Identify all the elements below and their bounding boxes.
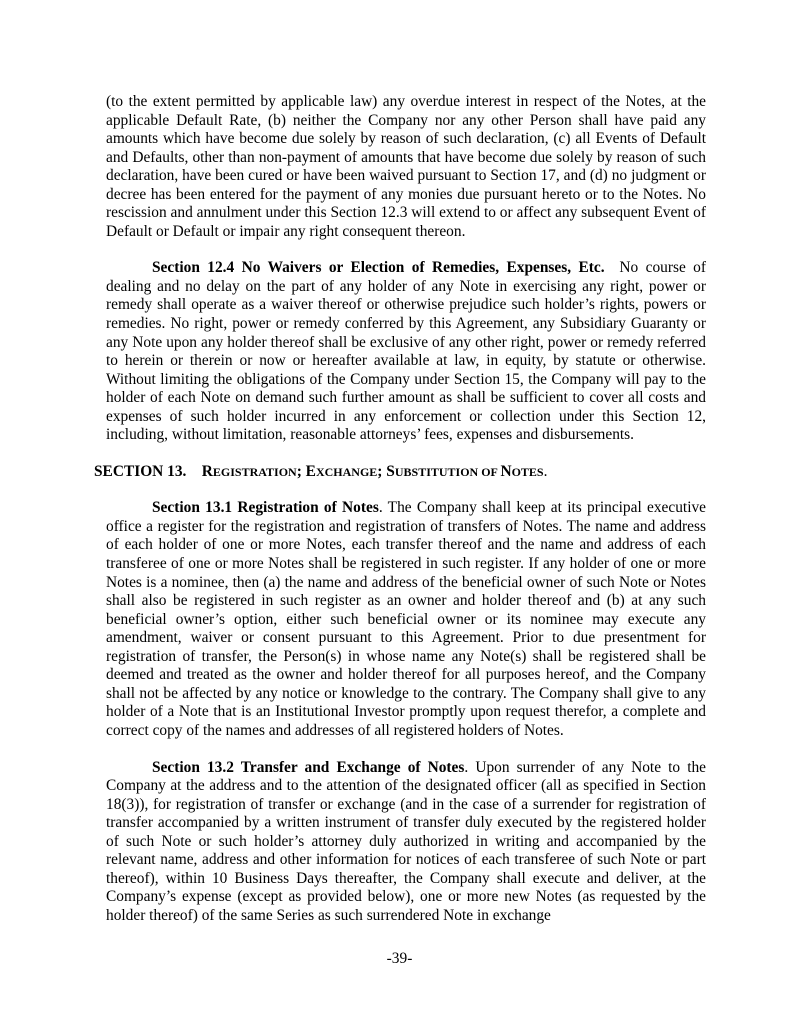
- section-13-2-heading: Section 13.2 Transfer and Exchange of Notes: [152, 758, 465, 776]
- section-13-title-end: .: [543, 462, 548, 480]
- section-13-1-body: . The Company shall keep at its principal executive office a register for the registration and registration of transfers of Notes. The name and address of each holder of one or more Notes, each transfer thereof and the name and address of each transferee of one or more Notes shall be registered in such register. If any holder of one or more Notes is a nominee, then (a) the name and address of the beneficial owner of such Note or Notes shall also be registered in such register as an owner and holder thereof and (b) at any such beneficial owner’s option, either such beneficial owner or its nominee may execute any amendment, waiver or consent pursuant to this Agreement. Prior to due presentment for registration of transfer, the Person(s) in whose name any Note(s) shall be registered shall be deemed and treated as the owner and holder thereof for all purposes hereof, and the Company shall not be affected by any notice or knowledge to the contrary. The Company shall give to any holder of a Note that is an Institutional Investor promptly upon request therefor, a complete and correct copy of the names and addresses of all registered holders of Notes.: [106, 499, 706, 739]
- page-number: -39-: [386, 950, 413, 967]
- section-13-heading: [94, 463, 706, 482]
- section-13-1-heading: Section 13.1 Registration of Notes: [152, 499, 379, 517]
- section-13-2-paragraph: [106, 759, 706, 926]
- section-13-2-body: . Upon surrender of any Note to the Company at the address and to the attention of the designated officer (all as specified in Section 18(3)), for registration of transfer or exchange (and in the case of a surrender for registration of transfer accompanied by a written instrument of transfer duly executed by the registered holder of such Note or such holder’s attorney duly authorized in writing and accompanied by the relevant name, address and other information for notices of each transferee of such Note or part thereof), within 10 Business Days thereafter, the Company shall execute and deliver, at the Company’s expense (except as provided below), one or more new Notes (as requested by the holder thereof) of the same Series as such surrendered Note in exchange: [106, 758, 707, 924]
- section-12-3-continuation: (to the extent permitted by applicable law) any overdue interest in respect of the Notes, at the applicable Default Rate, (b) neither the Company nor any other Person shall have paid any amounts which have become due solely by reason of such declaration, (c) all Events of Default and Defaults, other than non-payment of amounts that have become due solely by reason of such declaration, have been cured or have been waived pursuant to Section 17, and (d) no judgment or decree has been entered for the payment of any monies due pursuant hereto or to the Notes. No rescission and annulment under this Section 12.3 will extend to or affect any subsequent Event of Default or Default or impair any right consequent thereon.: [106, 93, 706, 240]
- page-body: [94, 93, 707, 925]
- section-13-title: REGISTRATION; EXCHANGE; SUBSTITUTION OF NOTES: [201, 462, 544, 480]
- section-13-number: SECTION 13.: [94, 462, 187, 480]
- section-12-4-body: No course of dealing and no delay on the part of any holder of any Note in exercising any right, power or remedy shall operate as a waiver thereof or otherwise prejudice such holder’s rights, powers or remedies. No right, power or remedy conferred by this Agreement, any Subsidiary Guaranty or any Note upon any holder thereof shall be exclusive of any other right, power or remedy referred to herein or therein or now or hereafter available at law, in equity, by statute or otherwise. Without limiting the obligations of the Company under Section 15, the Company will pay to the holder of each Note on demand such further amount as shall be sufficient to cover all costs and expenses of such holder incurred in any enforcement or collection under this Section 12, including, without limitation, reasonable attorneys’ fees, expenses and disbursements.: [106, 259, 707, 444]
- section-13-1-paragraph: [106, 499, 706, 740]
- section-12-4-heading: Section 12.4 No Waivers or Election of Remedies, Expenses, Etc.: [152, 259, 605, 277]
- section-12-4-paragraph: [106, 259, 706, 444]
